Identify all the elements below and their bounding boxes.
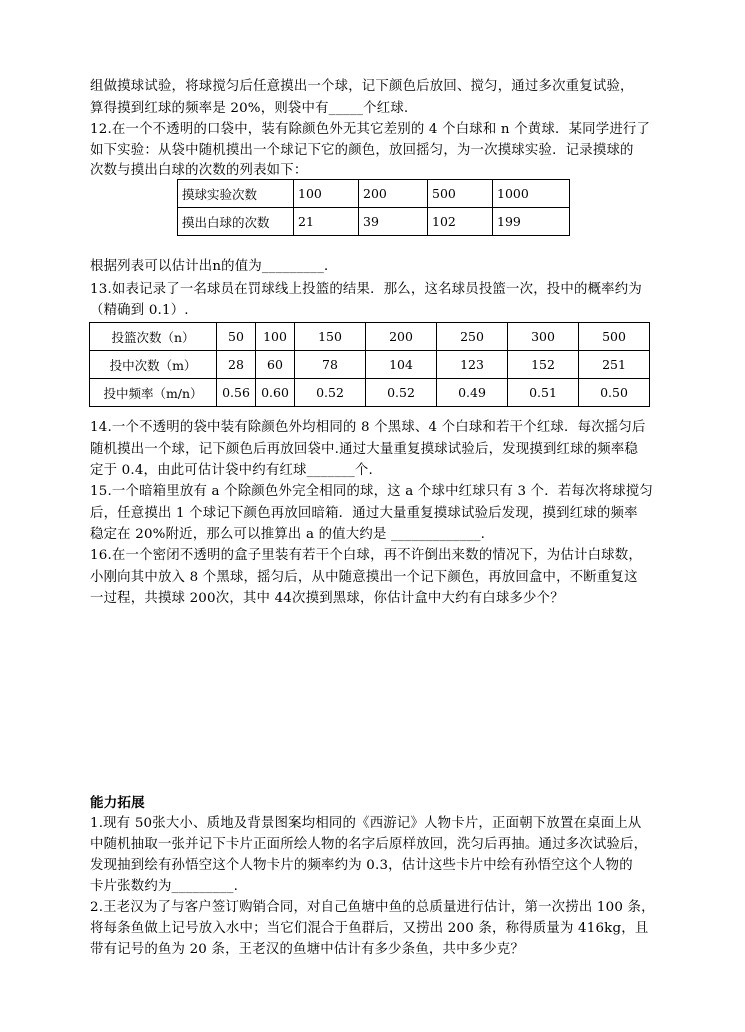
table-cell: 500 bbox=[428, 180, 493, 208]
ext-question-1-line: 1.现有 50张大小、质地及背景图案均相同的《西游记》人物卡片，正面朝下放置在桌面上从 bbox=[90, 816, 642, 831]
table-cell: 60 bbox=[256, 351, 295, 379]
table-cell: 100 bbox=[256, 323, 295, 351]
free-throw-table bbox=[89, 322, 650, 407]
table-cell: 250 bbox=[437, 323, 508, 351]
section-heading: 能力拓展 bbox=[90, 795, 145, 811]
table-cell: 102 bbox=[428, 208, 493, 236]
table-cell: 0.51 bbox=[508, 379, 579, 407]
table-cell: 0.50 bbox=[579, 379, 650, 407]
text-line: 一过程，共摸球 200次，其中 44次摸到黑球，你估计盒中大约有白球多少个？ bbox=[90, 591, 564, 606]
table-row bbox=[90, 323, 650, 351]
question-16-line: 16.在一个密闭不透明的盒子里装有若干个白球，再不许倒出来数的情况下，为估计白球数， bbox=[90, 548, 642, 563]
table-cell: 28 bbox=[217, 351, 256, 379]
text-line: 定于 0.4，由此可估计袋中约有红球_______个. bbox=[90, 463, 373, 478]
table-cell: 300 bbox=[508, 323, 579, 351]
question-13-line: 13.如表记录了一名球员在罚球线上投篮的结果．那么，这名球员投篮一次，投中的概率约为 bbox=[90, 282, 642, 297]
text-line: 中随机抽取一张并记下卡片正面所绘人物的名字后原样放回，洗匀后再抽。通过多次试验后， bbox=[90, 837, 648, 852]
text-line: 后，任意摸出 1 个球记下颜色再放回暗箱．通过大量重复摸球试验后发现，摸到红球的频率 bbox=[90, 506, 638, 521]
question-14-line: 14.一个不透明的袋中装有除颜色外均相同的 8 个黑球、4 个白球和若干个红球．每次摇匀后 bbox=[90, 420, 646, 435]
table-cell: 104 bbox=[366, 351, 437, 379]
table-row bbox=[90, 351, 650, 379]
question-12-line: 12.在一个不透明的口袋中，装有除颜色外无其它差别的 4 个白球和 n 个黄球．某同学进行了 bbox=[90, 122, 651, 137]
text-line: 根据列表可以估计出n的值为_________． bbox=[90, 259, 338, 274]
table-cell: 200 bbox=[366, 323, 437, 351]
text-line: 如下实验：从袋中随机摸出一个球记下它的颜色，放回摇匀，为一次摸球实验．记录摸球的 bbox=[90, 143, 634, 158]
table-row bbox=[178, 180, 570, 208]
table-row bbox=[90, 379, 650, 407]
text-line: 组做摸球试验，将球搅匀后任意摸出一个球，记下颜色后放回、搅匀，通过多次重复试验， bbox=[90, 79, 634, 94]
table-header-cell: 摸球实验次数 bbox=[178, 180, 294, 208]
table-cell: 0.52 bbox=[295, 379, 366, 407]
table-cell: 1000 bbox=[493, 180, 570, 208]
table-header-cell: 摸出白球的次数 bbox=[178, 208, 294, 236]
table-cell: 200 bbox=[359, 180, 428, 208]
text-line: 将每条鱼做上记号放入水中；当它们混合于鱼群后，又捞出 200 条，称得质量为 416kg，且 bbox=[90, 921, 649, 936]
text-line: 带有记号的鱼为 20 条，王老汉的鱼塘中估计有多少条鱼，共中多少克？ bbox=[90, 942, 525, 957]
table-cell: 0.60 bbox=[256, 379, 295, 407]
text-line: 卡片张数约为_________. bbox=[90, 879, 239, 894]
table-header-cell: 投中频率（m/n） bbox=[90, 379, 217, 407]
table-cell: 199 bbox=[493, 208, 570, 236]
table-cell: 0.56 bbox=[217, 379, 256, 407]
table-cell: 39 bbox=[359, 208, 428, 236]
table-cell: 500 bbox=[579, 323, 650, 351]
table-cell: 100 bbox=[294, 180, 359, 208]
table-row bbox=[178, 208, 570, 236]
ext-question-2-line: 2.王老汉为了与客户签订购销合同，对自己鱼塘中鱼的总质量进行估计，第一次捞出 100 条， bbox=[90, 900, 655, 915]
table-cell: 150 bbox=[295, 323, 366, 351]
question-15-line: 15.一个暗箱里放有 a 个除颜色外完全相同的球，这 a 个球中红球只有 3 个．若每次将球搅匀 bbox=[90, 484, 653, 499]
table-cell: 0.49 bbox=[437, 379, 508, 407]
ball-trial-table bbox=[177, 179, 570, 236]
table-cell: 21 bbox=[294, 208, 359, 236]
text-line: 稳定在 20%附近，那么可以推算出 a 的值大约是 _____________. bbox=[90, 527, 486, 542]
table-header-cell: 投中次数（m） bbox=[90, 351, 217, 379]
table-cell: 123 bbox=[437, 351, 508, 379]
table-cell: 251 bbox=[579, 351, 650, 379]
text-line: 次数与摸出白球的次数的列表如下： bbox=[90, 163, 308, 178]
text-line: 小刚向其中放入 8 个黑球，摇匀后，从中随意摸出一个记下颜色，再放回盒中，不断重复这 bbox=[90, 570, 638, 585]
table-cell: 78 bbox=[295, 351, 366, 379]
table-cell: 0.52 bbox=[366, 379, 437, 407]
table-cell: 50 bbox=[217, 323, 256, 351]
text-line: 算得摸到红球的频率是 20%，则袋中有_____个红球. bbox=[90, 101, 409, 116]
text-line: （精确到 0.1）. bbox=[90, 303, 189, 318]
text-line: 随机摸出一个球，记下颜色后再放回袋中.通过大量重复摸球试验后，发现摸到红球的频率稳 bbox=[90, 442, 639, 457]
text-line: 发现抽到绘有孙悟空这个人物卡片的频率约为 0.3，估计这些卡片中绘有孙悟空这个人物的 bbox=[90, 858, 633, 873]
table-header-cell: 投篮次数（n） bbox=[90, 323, 217, 351]
table-cell: 152 bbox=[508, 351, 579, 379]
